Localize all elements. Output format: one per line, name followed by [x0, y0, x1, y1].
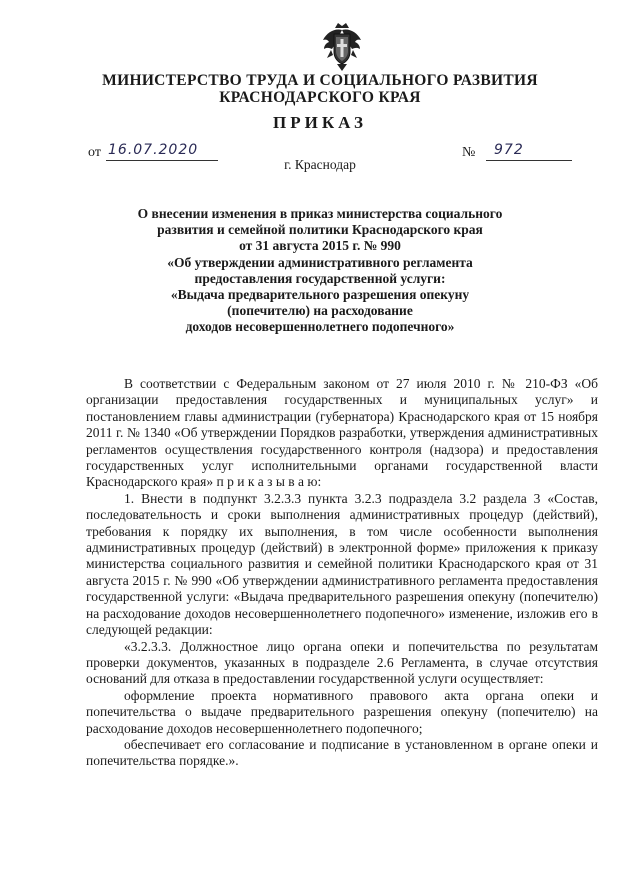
number-value: 972 [494, 142, 524, 158]
title-line: доходов несовершеннолетнего подопечного» [185, 319, 455, 335]
body-paragraph: оформление проекта нормативного правового акта органа опеки и попечительства о выдаче предварительного разрешения опекуну (попечителю) на расходование доходов несовершеннолетнего подопечного; [86, 687, 598, 736]
body-paragraph: 1. Внести в подпункт 3.2.3.3 пункта 3.2.3 подраздела 3.2 раздела 3 «Состав, последовательность и сроки выполнения административных процедур (действий), требования к порядку их выполнения, в том числе особенности выполнения административных процедур (действий) в электронной форме» приложения к приказу министерства социального развития и семейной политики Краснодарского края от 31 августа 2015 г. № 990 «Об утверждении административного регламента предоставления государственной услуги: «Выдача предварительного разрешения опекуну (попечителю) на расходование доходов несовершеннолетнего подопечного» изменение, изложив его в следующей редакции: [86, 490, 598, 638]
date-prefix: от [88, 145, 101, 160]
document-type-heading: ПРИКАЗ [273, 113, 367, 132]
title-line: «Об утверждении административного регламента [167, 254, 473, 270]
ministry-name-line-1: МИНИСТЕРСТВО ТРУДА И СОЦИАЛЬНОГО РАЗВИТИЯ [102, 72, 538, 89]
order-title [100, 206, 540, 336]
city: г. Краснодар [284, 157, 356, 172]
body-paragraph: В соответствии с Федеральным законом от 27 июля 2010 г. № 210-ФЗ «Об организации предоставления государственных и муниципальных услуг» и постановлением главы администрации (губернатора) Краснодарского края от 15 ноября 2011 г. № 1340 «Об утверждении Порядков разработки, утверждения административных регламентов осуществления государственного контроля (надзора) и предоставления государственных услуг исполнительными органами государственной власти Краснодарского края» п р и к а з ы в а ю: [86, 376, 598, 490]
order-body [86, 376, 598, 770]
title-line: развития и семейной политики Краснодарского края [157, 222, 483, 238]
title-line: предоставления государственной услуги: [194, 270, 446, 286]
coat-of-arms-icon [321, 22, 363, 72]
date-value: 16.07.2020 [108, 142, 199, 158]
body-paragraph: обеспечивает его согласование и подписание в установленном в органе опеки и попечительства порядке.». [86, 736, 598, 769]
title-line: от 31 августа 2015 г. № 990 [239, 238, 401, 254]
title-line: «Выдача предварительного разрешения опекуну [170, 287, 470, 303]
title-line: О внесении изменения в приказ министерства социального [137, 206, 503, 221]
title-line: (попечителю) на расходование [227, 303, 413, 319]
body-paragraph: «3.2.3.3. Должностное лицо органа опеки и попечительства по результатам проверки документов, указанных в подразделе 2.6 Регламента, в случае отсутствия оснований для отказа в предоставлении государственной услуги осуществляет: [86, 638, 598, 687]
ministry-name-line-2: КРАСНОДАРСКОГО КРАЯ [219, 89, 421, 106]
number-prefix: № [462, 145, 476, 160]
